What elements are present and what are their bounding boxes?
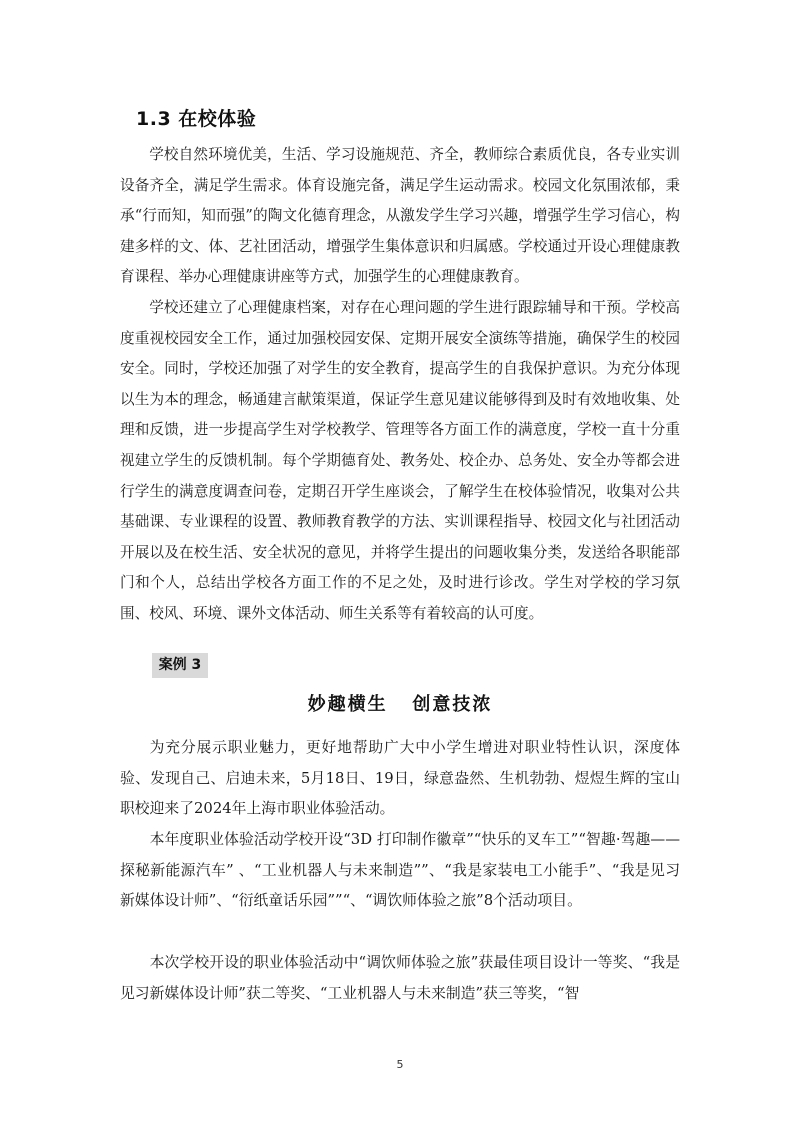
case-paragraph-1: 为充分展示职业魅力，更好地帮助广大中小学生增进对职业特性认识，深度体验、发现自己、启迪未来，5月18日、19日，绿意盎然、生机勃勃、煜煜生辉的宝山职校迎来了2024年上海市职业体验活动。: [120, 739, 680, 818]
case-paragraph-2: 本年度职业体验活动学校开设“3D 打印制作徽章”“快乐的叉车工”“智趣·驾趣——探秘新能源汽车” 、“工业机器人与未来制造””、“我是家装电工小能手”、“我是见习新媒体设计师”、“衍纸童话乐园””“、“调饮师体验之旅”8个活动项目。: [120, 831, 680, 910]
case-badge: 案例 3: [152, 653, 208, 678]
case-title: 妙趣横生 创意技浓: [307, 694, 493, 715]
section-paragraph-1: 学校自然环境优美，生活、学习设施规范、齐全，教师综合素质优良，各专业实训设备齐全，满足学生需求。体育设施完备，满足学生运动需求。校园文化氛围浓郁，秉承“行而知，知而强”的陶文化德育理念，从激发学生学习兴趣，增强学生学习信心，构建多样的文、体、艺社团活动，增强学生集体意识和归属感。学校通过开设心理健康教育课程、举办心理健康讲座等方式，加强学生的心理健康教育。: [120, 146, 680, 286]
case-paragraph-3: 本次学校开设的职业体验活动中“调饮师体验之旅”获最佳项目设计一等奖、“我是见习新媒体设计师”获二等奖、“工业机器人与未来制造”获三等奖，“智: [120, 954, 680, 1002]
page-number: 5: [396, 1058, 404, 1071]
section-paragraph-2: 学校还建立了心理健康档案，对存在心理问题的学生进行跟踪辅导和干预。学校高度重视校园安全工作，通过加强校园安保、定期开展安全演练等措施，确保学生的校园安全。同时，学校还加强了对学生的安全教育，提高学生的自我保护意识。为充分体现以生为本的理念，畅通建言献策渠道，保证学生意见建议能够得到及时有效地收集、处理和反馈，进一步提高学生对学校教学、管理等各方面工作的满意度，学校一直十分重视建立学生的反馈机制。每个学期德育处、教务处、校企办、总务处、安全办等都会进行学生的满意度调查问卷，定期召开学生座谈会，了解学生在校体验情况，收集对公共基础课、专业课程的设置、教师教育教学的方法、实训课程指导、校园文化与社团活动开展以及在校生活、安全状况的意见，并将学生提出的问题收集分类，发送给各职能部门和个人，总结出学校各方面工作的不足之处，及时进行诊改。学生对学校的学习氛围、校风、环境、课外文体活动、师生关系等有着较高的认可度。: [120, 299, 680, 622]
section-heading: 1.3 在校体验: [136, 108, 257, 130]
